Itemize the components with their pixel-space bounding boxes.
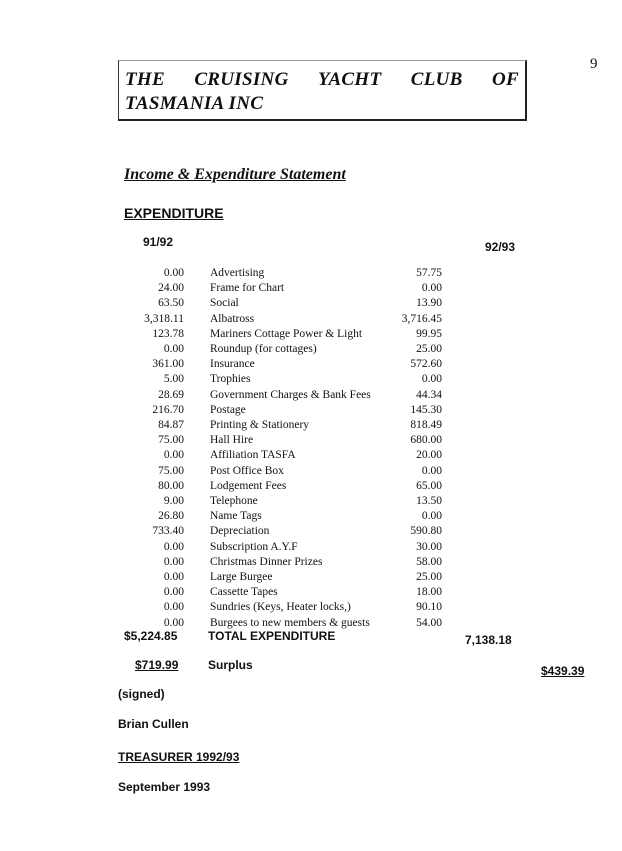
table-row	[0, 556, 622, 571]
table-row	[0, 495, 622, 510]
item-label: Mariners Cottage Power & Light	[210, 327, 363, 340]
item-label: Advertising	[210, 267, 265, 279]
value-current-year: 20.00	[416, 449, 442, 462]
total-label: TOTAL EXPENDITURE	[208, 629, 336, 643]
item-label: Roundup (for cottages)	[210, 343, 317, 355]
item-label: Frame for Chart	[210, 282, 285, 295]
item-label: Social	[210, 297, 239, 310]
value-current-year: 145.30	[410, 403, 442, 416]
value-prior-year: 80.00	[158, 479, 184, 492]
item-label: Lodgement Fees	[210, 479, 287, 492]
value-prior-year: 0.00	[163, 586, 184, 599]
item-label: Affiliation TASFA	[210, 449, 296, 462]
value-prior-year: 0.00	[163, 267, 184, 279]
value-prior-year: 28.69	[158, 388, 184, 401]
table-row	[0, 525, 622, 540]
club-title-box	[118, 60, 527, 121]
table-row	[0, 419, 622, 434]
item-label: Cassette Tapes	[210, 586, 278, 599]
value-prior-year: 0.00	[163, 343, 184, 355]
table-row	[0, 313, 622, 328]
item-label: Insurance	[210, 358, 255, 371]
total-prior-year: $5,224.85	[124, 629, 178, 643]
value-current-year: 13.50	[416, 495, 442, 507]
table-row	[0, 449, 622, 464]
surplus-current-year: $439.39	[541, 664, 585, 678]
value-current-year: 0.00	[421, 373, 442, 386]
value-current-year: 25.00	[416, 343, 442, 355]
item-label: Name Tags	[210, 510, 262, 523]
table-row	[0, 510, 622, 525]
item-label: Large Burgee	[210, 571, 273, 583]
table-row	[0, 541, 622, 556]
value-current-year: 58.00	[416, 555, 442, 568]
value-current-year: 0.00	[421, 282, 442, 295]
value-prior-year: 361.00	[152, 358, 184, 371]
value-current-year: 90.10	[416, 601, 442, 614]
value-prior-year: 24.00	[158, 282, 184, 295]
total-current-year: 7,138.18	[465, 633, 512, 647]
value-prior-year: 216.70	[152, 403, 184, 416]
statement-heading: Income & Expenditure Statement	[124, 166, 346, 183]
value-current-year: 30.00	[416, 540, 442, 553]
value-prior-year: 5.00	[163, 373, 184, 386]
value-prior-year: 3,318.11	[144, 312, 184, 325]
value-prior-year: 0.00	[163, 601, 184, 614]
item-label: Printing & Stationery	[210, 419, 310, 431]
item-label: Burgees to new members & guests	[210, 616, 370, 629]
table-row	[0, 434, 622, 449]
value-current-year: 54.00	[416, 616, 442, 629]
value-current-year: 572.60	[410, 358, 442, 371]
club-title-word: THE	[125, 69, 165, 90]
value-current-year: 13.90	[416, 297, 442, 310]
table-row	[0, 373, 622, 388]
table-row	[0, 297, 622, 312]
value-prior-year: 26.80	[158, 510, 184, 523]
value-prior-year: 0.00	[163, 616, 184, 629]
surplus-label: Surplus	[208, 658, 253, 672]
club-title-word: YACHT	[317, 69, 382, 90]
signed-note: (signed)	[118, 687, 165, 701]
item-label: Trophies	[210, 373, 251, 386]
page-number: 9	[590, 56, 598, 72]
item-label: Christmas Dinner Prizes	[210, 555, 323, 568]
surplus-row	[0, 658, 622, 678]
item-label: Telephone	[210, 495, 258, 507]
value-current-year: 65.00	[416, 479, 442, 492]
table-row	[0, 267, 622, 282]
table-row	[0, 480, 622, 495]
section-heading: EXPENDITURE	[124, 205, 224, 221]
treasurer-title: TREASURER 1992/93	[118, 750, 240, 764]
item-label: Post Office Box	[210, 464, 284, 477]
surplus-prior-year: $719.99	[135, 658, 179, 672]
table-row	[0, 358, 622, 373]
table-row	[0, 343, 622, 358]
table-row	[0, 389, 622, 404]
value-current-year: 590.80	[410, 525, 442, 538]
value-current-year: 18.00	[416, 586, 442, 599]
column-header-prior-year: 91/92	[143, 235, 174, 249]
value-current-year: 57.75	[416, 267, 442, 279]
value-prior-year: 63.50	[158, 297, 184, 310]
value-current-year: 25.00	[416, 571, 442, 583]
table-row	[0, 328, 622, 343]
value-current-year: 0.00	[421, 464, 442, 477]
value-prior-year: 0.00	[163, 540, 184, 553]
item-label: Hall Hire	[210, 434, 254, 447]
value-current-year: 818.49	[410, 419, 442, 431]
table-row	[0, 601, 622, 616]
value-prior-year: 0.00	[163, 555, 184, 568]
column-header-current-year: 92/93	[485, 240, 516, 254]
table-row	[0, 282, 622, 297]
club-title-word: CRUISING	[194, 69, 289, 90]
value-prior-year: 123.78	[152, 327, 184, 340]
value-prior-year: 75.00	[158, 464, 184, 477]
signer-name: Brian Cullen	[118, 717, 189, 731]
item-label: Sundries (Keys, Heater locks,)	[210, 601, 351, 614]
value-prior-year: 84.87	[158, 419, 184, 431]
total-row	[0, 629, 622, 645]
value-current-year: 44.34	[416, 388, 442, 401]
value-prior-year: 9.00	[163, 495, 184, 507]
value-current-year: 0.00	[421, 510, 442, 523]
club-title-line-2: TASMANIA INC	[125, 93, 264, 114]
value-prior-year: 75.00	[158, 434, 184, 447]
club-title-word: OF	[491, 69, 519, 90]
value-current-year: 99.95	[416, 327, 442, 340]
statement-date: September 1993	[118, 780, 211, 794]
item-label: Depreciation	[210, 525, 270, 538]
value-prior-year: 733.40	[152, 525, 184, 538]
value-current-year: 3,716.45	[401, 312, 442, 325]
item-label: Government Charges & Bank Fees	[210, 388, 371, 401]
table-row	[0, 404, 622, 419]
value-prior-year: 0.00	[163, 449, 184, 462]
item-label: Subscription A.Y.F	[210, 540, 298, 553]
table-row	[0, 571, 622, 586]
item-label: Albatross	[210, 312, 255, 325]
item-label: Postage	[210, 403, 246, 416]
table-row	[0, 586, 622, 601]
club-title-line-1	[125, 69, 519, 91]
value-current-year: 680.00	[410, 434, 442, 447]
club-title-word: CLUB	[410, 69, 463, 90]
value-prior-year: 0.00	[163, 571, 184, 583]
table-row	[0, 465, 622, 480]
